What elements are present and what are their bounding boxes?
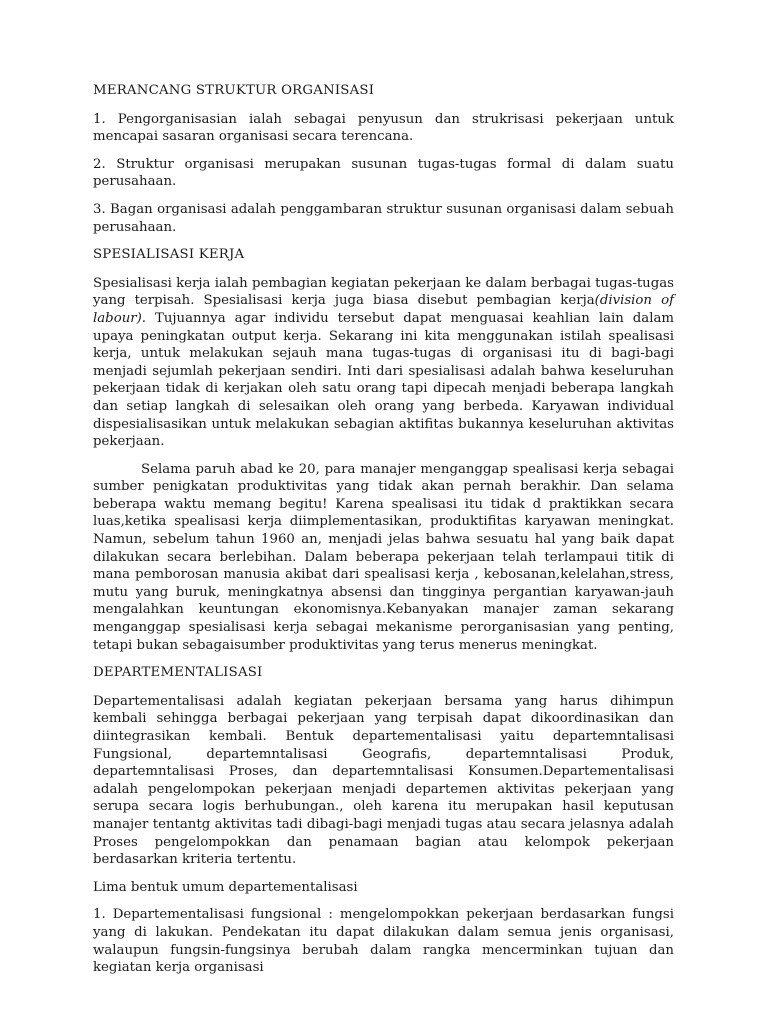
intro-item-3: 3. Bagan organisasi adalah penggambaran struktur susunan organisasi dalam sebuah perusahaan. [93, 201, 674, 235]
document-body [93, 82, 674, 987]
spesialisasi-p1-text-a: Spesialisasi kerja ialah pembagian kegiatan pekerjaan ke dalam berbagai tugas-tugas yang terpisah. Spesialisasi kerja juga biasa disebut pembagian kerja [93, 275, 674, 309]
departementalisasi-paragraph-1: Departementalisasi adalah kegiatan pekerjaan bersama yang harus dihimpun kembali sehingga berbagai pekerjaan yang terpisah dapat dikoordinasikan dan diintegrasikan kembali. Bentuk departementalisasi yaitu departemntalisasi Fungsional, departemntalisasi Geografis, departemntalisasi Produk, departemntalisasi Proses, dan departemntalisasi Konsumen.Departementalisasi adalah pengelompokan pekerjaan menjadi departemen aktivitas pekerjaan yang serupa secara logis berhubungan., oleh karena itu merupakan hasil keputusan manajer tentantg aktivitas tadi dibagi-bagi menjadi tugas atau secara jelasnya adalah Proses pengelompokkan dan penamaan bagian atau kelompok pekerjaan berdasarkan kriteria tertentu. [93, 693, 674, 868]
section-heading-departementalisasi: DEPARTEMENTALISASI [93, 665, 263, 681]
intro-item-1: 1. Pengorganisasian ialah sebagai penyusun dan strukrisasi pekerjaan untuk mencapai sasaran organisasi secara terencana. [93, 111, 674, 145]
spesialisasi-paragraph-1 [93, 275, 674, 451]
departementalisasi-subheading: Lima bentuk umum departementalisasi [93, 879, 358, 895]
spesialisasi-paragraph-2: Selama paruh abad ke 20, para manajer menganggap spealisasi kerja sebagai sumber penigkatan produktivitas yang tidak akan pernah berakhir. Dan selama beberapa waktu memang begitu! Karena spealisasi itu tidak d praktikkan secara luas,ketika spealisasi kerja diimplementasikan, produktifitas karyawan meningkat. Namun, sebelum tahun 1960 an, menjadi jelas bahwa sesuatu hal yang baik dapat dilakukan secara berlebihan. Dalam beberapa pekerjaan telah terlampaui titik di mana pemborosan manusia akibat dari spealisasi kerja , kebosanan,kelelahan,stress, mutu yang buruk, meningkatnya absensi dan tingginya pergantian karyawan-jauh mengalahkan keuntungan ekonomisnya.Kebanyakan manajer zaman sekarang menganggap spesialisasi kerja sebagai mekanisme perorganisasian yang penting, tetapi bukan sebagaisumber produktivitas yang terus menerus meningkat. [93, 461, 674, 653]
spesialisasi-p1-text-b: Tujuannya agar individu tersebut dapat menguasai keahlian lain dalam upaya peningkatan output kerja. Sekarang ini kita menggunakan istilah spealisasi kerja, untuk melakukan sejauh mana tugas-tugas di organisasi itu di bagi-bagi menjadi sejumlah pekerjaan sendiri. Inti dari spesialisasi adalah bahwa keseluruhan pekerjaan tidak di kerjakan oleh satu orang tapi dipecah menjadi beberapa langkah dan setiap langkah di selesaikan oleh orang yang berbeda. Karyawan individual dispesialisasikan untuk melakukan sebagian aktifitas bukannya keseluruhan aktivitas pekerjaan. [93, 310, 674, 450]
document-title: MERANCANG STRUKTUR ORGANISASI [93, 83, 375, 98]
departementalisasi-item-1: 1. Departementalisasi fungsional : mengelompokkan pekerjaan berdasarkan fungsi yang di lakukan. Pendekatan itu dapat dilakukan dalam semua jenis organisasi, walaupun fungsin-fungsinya berubah dalam rangka mencerminkan tujuan dan kegiatan kerja organisasi [93, 907, 674, 976]
section-heading-spesialisasi: SPESIALISASI KERJA [93, 247, 245, 263]
intro-item-2: 2. Struktur organisasi merupakan susunan tugas-tugas formal di dalam suatu perusahaan. [93, 156, 674, 190]
spesialisasi-p1-italic: (division of labour). [93, 293, 674, 326]
